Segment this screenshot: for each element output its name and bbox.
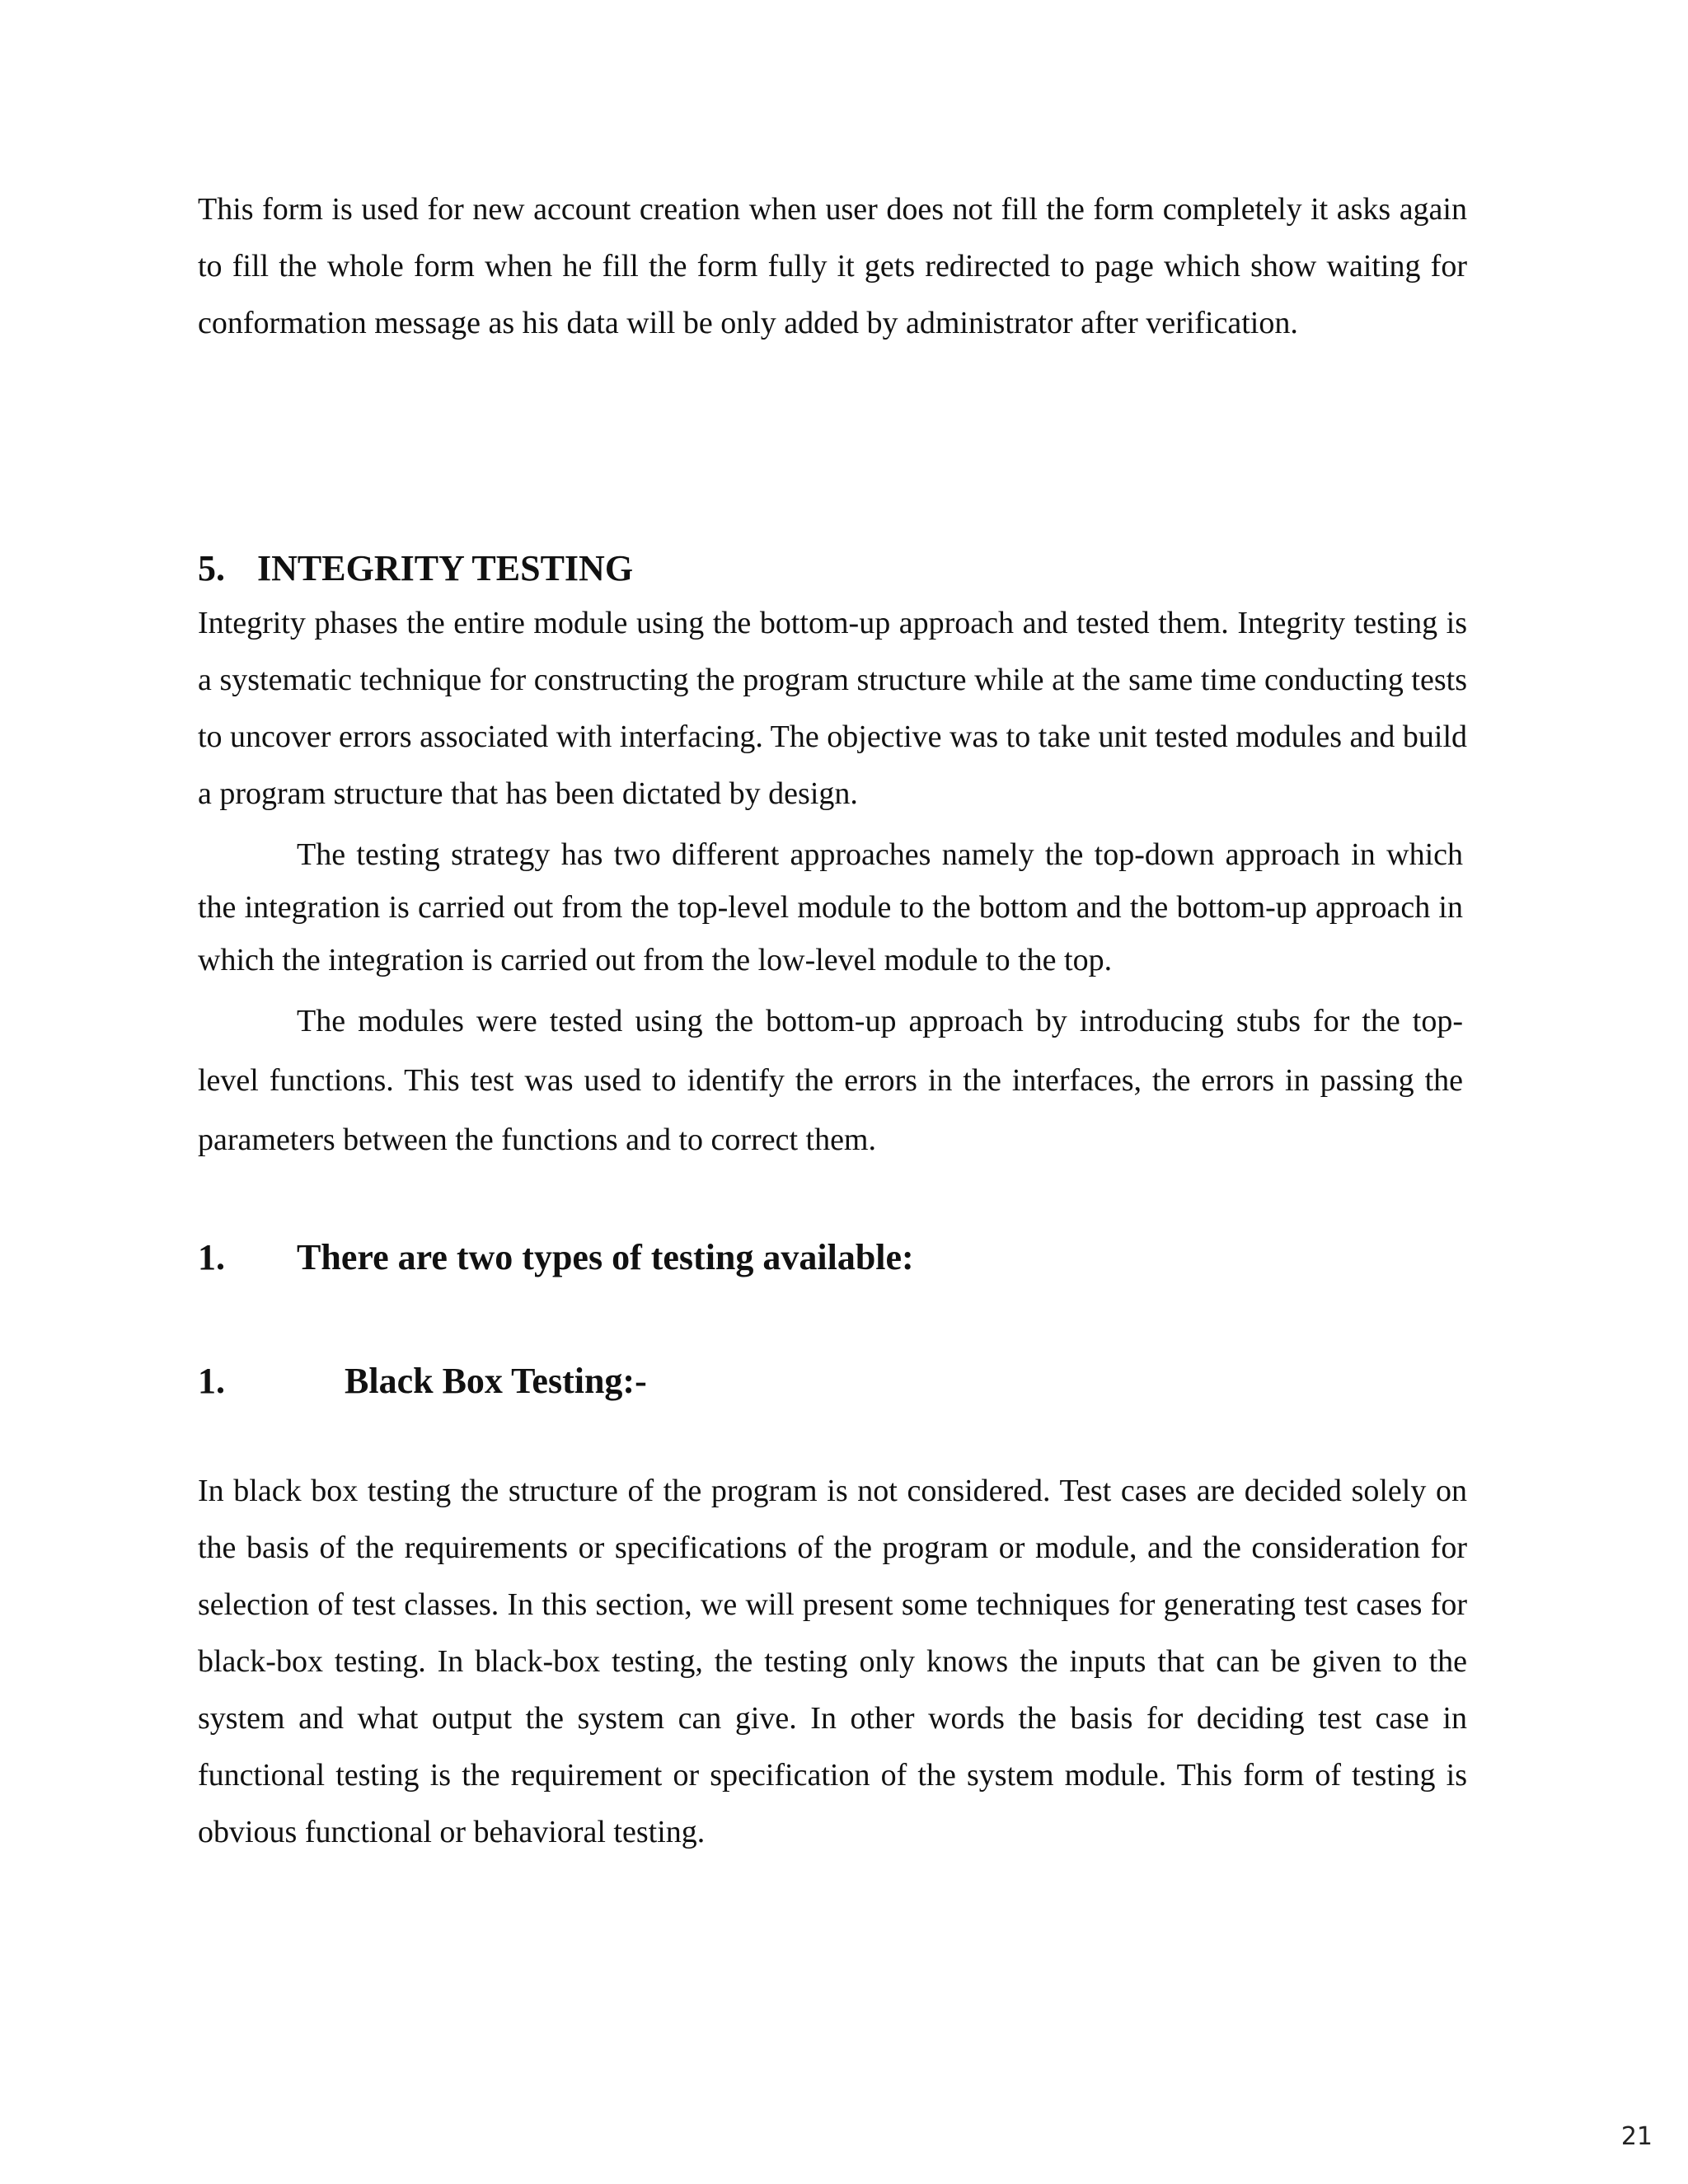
page-number: 21 xyxy=(1620,2122,1653,2151)
intro-paragraph: This form is used for new account creation when user does not fill the form completely it asks again to fill the whole form when he fill the form fully it gets redirected to page which show waiting for conformation message as his data will be only added by administrator after verification. xyxy=(198,192,1467,340)
section-5-heading xyxy=(198,544,1467,593)
integrity-paragraph-2: The testing strategy has two different approaches namely the top-down approach in which the integration is carried out from the top-level module to the bottom and the bottom-up approach in which the integration is carried out from the low-level module to the top. xyxy=(198,837,1463,977)
section-5-number: 5. xyxy=(198,548,225,588)
testing-types-heading xyxy=(198,1233,1467,1282)
integrity-paragraph-3: The modules were tested using the bottom-up approach by introducing stubs for the top-level functions. This test was used to identify the errors in the interfaces, the errors in passing the parameters between the functions and to correct them. xyxy=(198,1004,1463,1157)
black-box-heading xyxy=(198,1357,1467,1406)
black-box-title: Black Box Testing:- xyxy=(345,1361,647,1401)
testing-types-title: There are two types of testing available: xyxy=(297,1237,914,1277)
integrity-paragraph-1: Integrity phases the entire module using the bottom-up approach and tested them. Integrity testing is a systematic technique for constructing the program structure while at the same time conducting tests to uncover errors associated with interfacing. The objective was to take unit tested modules and build a program structure that has been dictated by design. xyxy=(198,606,1467,811)
black-box-number: 1. xyxy=(198,1361,225,1401)
section-5-title: INTEGRITY TESTING xyxy=(257,548,634,588)
testing-types-number: 1. xyxy=(198,1237,225,1277)
black-box-paragraph: In black box testing the structure of the program is not considered. Test cases are decided solely on the basis of the requirements or specifications of the program or module, and the consideration for selection of test classes. In this section, we will present some techniques for generating test cases for black-box testing. In black-box testing, the testing only knows the inputs that can be given to the system and what output the system can give. In other words the basis for deciding test case in functional testing is the requirement or specification of the system module. This form of testing is obvious functional or behavioral testing. xyxy=(198,1474,1467,1849)
